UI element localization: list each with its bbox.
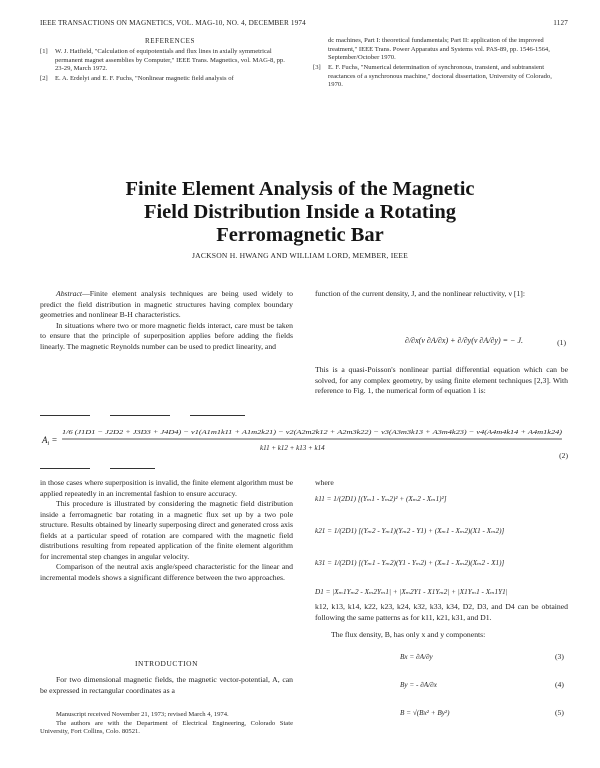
reference-1: [40, 48, 290, 74]
reference-2-continued: [328, 37, 568, 63]
authors-line: JACKSON H. HWANG AND WILLIAM LORD, MEMBER, IEEE: [192, 251, 408, 260]
abstract-p1: Finite element analysis techniques are being used widely to predict the field distribution in magnetic structures having complex boundary geometries and nonlinear B-H characteristics.: [40, 289, 293, 319]
reference-number: [1]: [40, 48, 48, 55]
paper-title: [0, 178, 600, 247]
reference-number: [2]: [40, 75, 48, 82]
equation-2-denominator: k11 + k12 + k13 + k14: [260, 444, 325, 452]
k21-text: k21 = 1/(2D1) [(Yₘ2 - Yₘ1)(Yₘ2 - Y1) + (Xₘ1 - Xₘ2)(X1 - Xₘ2)]: [315, 527, 505, 535]
abstract-label: Abstract: [56, 289, 83, 298]
references-heading: REFERENCES: [145, 37, 195, 45]
equation-rule-bottom: [40, 468, 90, 469]
equation-2-lhs: $A_i$ =: [42, 435, 58, 447]
reference-number: [3]: [313, 64, 321, 71]
equation-3: [400, 652, 433, 662]
introduction-p1: For two dimensional magnetic fields, the magnetic vector-potential, A, can be expressed in rectangular coordinates as a: [40, 675, 293, 695]
equation-rule-left: [40, 415, 90, 416]
equation-2-number: (2): [559, 451, 568, 460]
k21-definition: [315, 526, 568, 536]
equation-5-number: (5): [555, 708, 564, 717]
equation-3-number: (3): [555, 652, 564, 661]
equation-2-numerator: 1/6 (J1D1 − J2D2 + J3D3 + J4D4) − ν1(A1m1k11 + A1m2k21) − ν2(A2m2k12 + A2m3k22) − ν3(A3m3k13 + A3m4k23) − ν4(A4m4k14 + A4m1k24): [62, 429, 562, 436]
k31-definition: [315, 558, 568, 568]
reference-text: E. A. Erdelyi and E. F. Fuchs, "Nonlinear magnetic field analysis of: [55, 75, 234, 82]
equation-1-graphic: [315, 325, 568, 353]
footnote-line-2: The authors are with the Department of Electrical Engineering, Colorado State University, Fort Collins, Colo. 80521.: [40, 719, 293, 736]
reference-3: [313, 64, 568, 90]
equation-5: [400, 708, 449, 718]
equation-rule-left-2: [110, 415, 170, 416]
d1-definition: [315, 587, 568, 597]
flux-sentence: The flux density, B, has only x and y components:: [331, 630, 486, 639]
footnote-line-1: Manuscript received November 21, 1973; revised March 4, 1974.: [56, 711, 229, 718]
abstract-p2: In situations where two or more magnetic fields interact, care must be taken to ensure that the principle of superposition applies before adding the fields linearly. The magnetic Reynolds number can be used to predict linearity, and: [40, 320, 293, 351]
paper-title-text: Finite Element Analysis of the Magnetic Field Distribution Inside a Rotating Ferromagnetic Bar: [125, 178, 475, 246]
running-header: [40, 19, 568, 27]
equation-1-number: (1): [557, 338, 566, 347]
left-p3: Comparison of the neutral axis angle/speed characteristic for the linear and incremental models shows a significant difference between the two approaches.: [40, 562, 293, 582]
right-para-2: This is a quasi-Poisson's nonlinear partial differential equation which can be solved, for any complex geometry, by using finite element techniques [2,3]. With reference to Fig. 1, the numerical form of equation 1 is:: [315, 365, 568, 395]
reference-2: [40, 75, 290, 84]
equation-4-text: By = - ∂A/∂x: [400, 681, 437, 689]
k11-definition: [315, 494, 568, 504]
abstract: Abstract—Finite element analysis techniques are being used widely to predict the field distribution in magnetic structures having complex boundary geometries and nonlinear B-H characteristics. In situations where two or more magnetic fields interact, care must be taken to ensure that the principle of superposition applies before adding the fields linearly. The magnetic Reynolds number can be used to predict linearity, and: [40, 289, 293, 351]
page-number: 1127: [553, 19, 568, 27]
journal-line: IEEE TRANSACTIONS ON MAGNETICS, VOL. MAG-10, NO. 4, DECEMBER 1974: [40, 19, 306, 27]
footnote: [40, 711, 293, 737]
equation-rule-left-3: [190, 415, 245, 416]
k11-text: k11 = 1/(2D1) [(Yₘ1 - Yₘ2)² + (Xₘ2 - Xₘ1)²]: [315, 495, 447, 503]
flux-text: [315, 630, 568, 641]
reference-text: dc machines, Part I: theoretical fundamentals; Part II: application of the improved treatment," IEEE Trans. Power Apparatus and Systems vol. PAS-89, pp. 1546-1564, September/October 1970.: [328, 37, 550, 62]
equation-1-text: ∂/∂x(ν ∂A/∂x) + ∂/∂y(ν ∂A/∂y) = − J.: [405, 336, 523, 345]
left-p2: This procedure is illustrated by considering the magnetic field distribution inside a ferromagnetic bar rotating in a magnetic flux set up by a two pole structure. Results obtained by linearly superposing direct and generated cross axis fields at a particular speed of rotation are compared with the magnetic field distributions resulting from repeated application of the finite element algorithm for incremental step changes in angular velocity.: [40, 499, 293, 561]
d1-text: D1 = |Xₘ1Yₘ2 - Xₘ2Yₘ1| + |Xₘ2Y1 - X1Yₘ2| + |X1Yₘ1 - Xₘ1Y1|: [315, 588, 508, 596]
equation-rule-bottom-2: [110, 468, 155, 469]
left-p1: in those cases where superposition is invalid, the finite element algorithm must be applied repeatedly in an incremental fashion to ensure accuracy.: [40, 478, 293, 498]
reference-text: W. J. Hatfield, "Calculation of equipotentials and flux lines in axially symmetrical permanent magnet assemblies by Computer," IEEE Trans. Magnetics, vol. MAG-8, pp. 23-29, March 1972.: [55, 48, 285, 73]
right-intro: function of the current density, J, and the nonlinear reluctivity, ν [1]:: [315, 289, 525, 298]
equation-4: [400, 680, 437, 690]
equation-2-graphic: [40, 421, 568, 463]
introduction-text: [40, 675, 293, 696]
equation-4-number: (4): [555, 680, 564, 689]
left-column-continued: [40, 478, 293, 583]
equation-5-text: B = √(Bx² + By²): [400, 709, 450, 717]
equation-1: [315, 325, 568, 353]
equation-2: [40, 421, 568, 463]
introduction-heading: INTRODUCTION: [134, 659, 199, 668]
reference-text: E. F. Fuchs, "Numerical determination of synchronous, transient, and subtransient reactances of a synchronous machine," doctoral dissertation, University of Colorado, 1970.: [328, 64, 552, 89]
equation-3-text: Bx = ∂A/∂y: [400, 653, 433, 661]
where-label: where: [315, 478, 334, 487]
k31-text: k31 = 1/(2D1) [(Yₘ1 - Yₘ2)(Y1 - Yₘ2) + (Xₘ1 - Xₘ2)(Xₘ2 - X1)]: [315, 559, 505, 567]
where-text: k12, k13, k14, k22, k23, k24, k32, k33, k34, D2, D3, and D4 can be obtained following the same patterns as for k11, k21, k31, and D1.: [315, 602, 568, 622]
